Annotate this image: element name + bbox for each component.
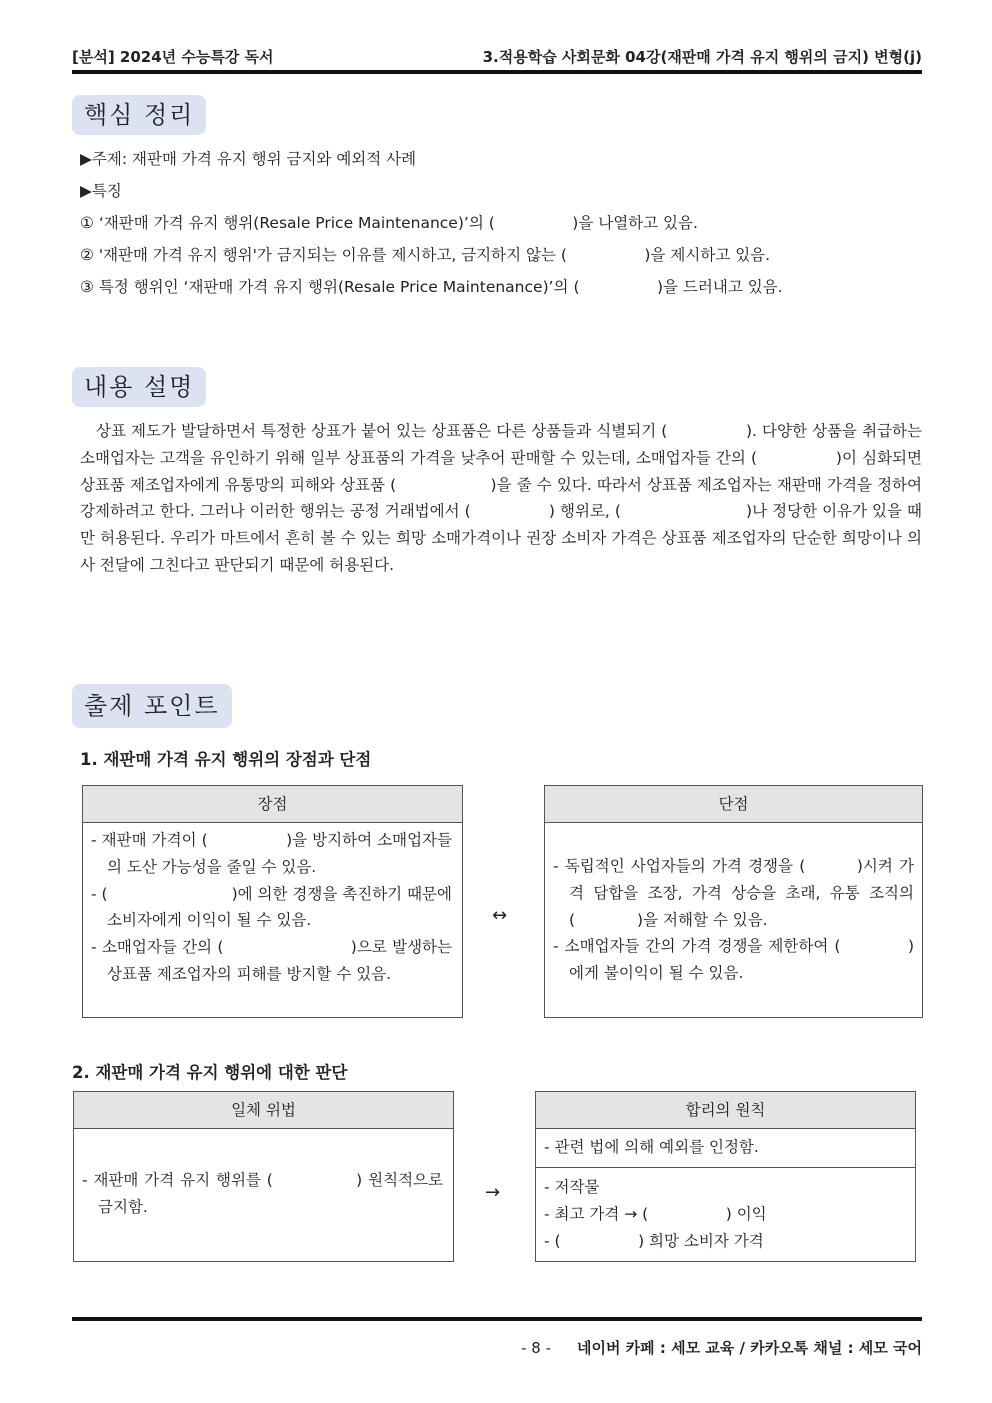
core-feature-3: ③ 특정 행위인 ‘재판매 가격 유지 행위(Resale Price Maintenance)’의 ( )을 드러내고 있음. (80, 278, 783, 296)
rule-of-reason-item: - 저작물 (544, 1178, 600, 1196)
pros-item: - 소매업자들 간의 ( )으로 발생하는 상표품 제조업자의 피해를 방지할 수 있음. (91, 938, 452, 983)
rule-of-reason-header: 합리의 원칙 (536, 1092, 915, 1129)
per-se-illegal-header: 일체 위법 (74, 1092, 453, 1129)
page-number: - 8 - (521, 1339, 551, 1357)
rule-of-reason-list (536, 1168, 915, 1254)
cons-header: 단점 (545, 786, 922, 823)
header-right-title: 3.적용학습 사회문화 04강(재판매 가격 유지 행위의 금지) 변형(j) (482, 48, 922, 66)
section-title-points: 출제 포인트 (72, 684, 232, 728)
arrow-right-icon: → (485, 1182, 501, 1203)
double-arrow-icon: ↔ (492, 905, 508, 926)
section-title-core: 핵심 정리 (72, 95, 206, 135)
rule-of-reason-item: - 최고 가격 → ( ) 이익 (544, 1204, 767, 1223)
page-header (72, 42, 922, 74)
pros-header: 장점 (83, 786, 462, 823)
pros-item: - ( )에 의한 경쟁을 촉진하기 때문에 소비자에게 이익이 될 수 있음. (91, 884, 452, 930)
footer-text: 네이버 카페 : 세모 교육 / 카카오톡 채널 : 세모 국어 (576, 1339, 922, 1357)
content-text: 상표 제도가 발달하면서 특정한 상표가 붙어 있는 상표품은 다른 상품들과 식별되기 ( ). 다양한 상품을 취급하는 소매업자는 고객을 유인하기 위해 일부 상표품의 가격을 낮추어 판매할 수 있는데, 소매업자들 간의 ( )이 심화되면 상표품 제조업자에게 유통망의 피해와 상표품 ( )을 줄 수 있다. 따라서 상표품 제조업자는 재판매 가격을 정하여 강제하려고 한다. 그러나 이러한 행위는 공정 거래법에서 ( ) 행위로, ( )나 정당한 이유가 있을 때만 허용된다. 우리가 마트에서 흔히 볼 수 있는 희망 소매가격이나 권장 소비자 가격은 상표품 제조업자의 단순한 희망이나 의사 전달에 그친다고 판단되기 때문에 허용된다. (80, 422, 923, 574)
core-feature-2: ② '재판매 가격 유지 행위'가 금지되는 이유를 제시하고, 금지하지 않는 ( )을 제시하고 있음. (80, 246, 771, 264)
rule-of-reason-top (536, 1129, 915, 1168)
core-feature-1: ① ‘재판매 가격 유지 행위(Resale Price Maintenance)’의 ( )을 나열하고 있음. (80, 214, 698, 232)
pros-item: - 재판매 가격이 ( )을 방지하여 소매업자들의 도산 가능성을 줄일 수 있음. (91, 831, 452, 876)
core-topic: ▶주제: 재판매 가격 유지 행위 금지와 예외적 사례 (80, 150, 417, 168)
rule-of-reason-exception: - 관련 법에 의해 예외를 인정함. (544, 1138, 759, 1156)
point1-title: 1. 재판매 가격 유지 행위의 장점과 단점 (80, 750, 372, 769)
section-title-content: 내용 설명 (72, 367, 206, 407)
cons-box (544, 785, 923, 1018)
core-features-label: ▶특징 (80, 182, 122, 200)
header-left-title: [분석] 2024년 수능특강 독서 (72, 48, 274, 66)
cons-list (545, 823, 922, 987)
cons-item: - 소매업자들 간의 가격 경쟁을 제한하여 ( )에게 불이익이 될 수 있음. (553, 937, 914, 983)
pros-list (83, 823, 462, 988)
per-se-illegal-box (73, 1091, 454, 1262)
content-paragraph (80, 418, 922, 579)
footer-rule (72, 1317, 922, 1321)
rule-of-reason-box (535, 1091, 916, 1262)
pros-box (82, 785, 463, 1018)
rule-of-reason-item: - ( ) 희망 소비자 가격 (544, 1231, 764, 1250)
per-se-illegal-list (74, 1129, 453, 1221)
cons-item: - 독립적인 사업자들의 가격 경쟁을 ( )시켜 가격 담합을 조장, 가격 상승을 초래, 유통 조직의 ( )을 저해할 수 있음. (553, 857, 914, 929)
page-footer (521, 1337, 922, 1358)
per-se-illegal-item: - 재판매 가격 유지 행위를 ( ) 원칙적으로 금지함. (82, 1171, 443, 1216)
point2-title: 2. 재판매 가격 유지 행위에 대한 판단 (72, 1063, 348, 1082)
